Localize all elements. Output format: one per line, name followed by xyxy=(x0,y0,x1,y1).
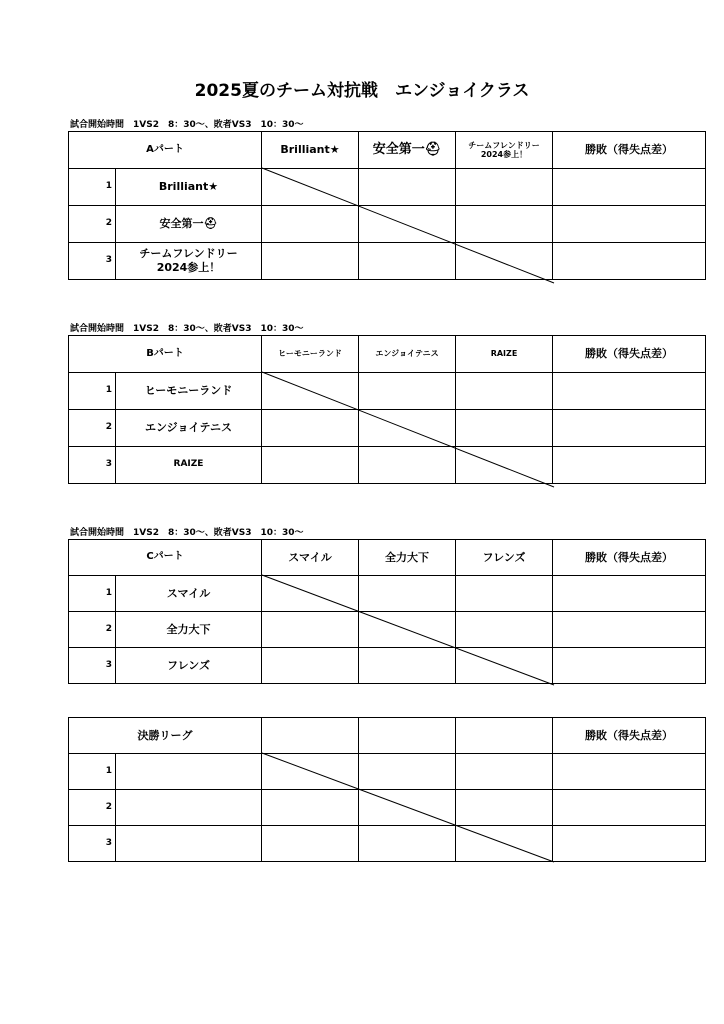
column-team-3: フレンズ xyxy=(456,540,553,576)
column-team-3: チームフレンドリー 2024参上！ xyxy=(456,132,553,169)
column-team-2: 安全第一⛑ xyxy=(359,132,456,169)
score-cell xyxy=(262,169,359,206)
result-cell xyxy=(553,373,706,410)
column-team-2 xyxy=(359,718,456,754)
score-cell xyxy=(262,648,359,684)
score-cell xyxy=(456,169,553,206)
score-cell xyxy=(359,648,456,684)
result-cell xyxy=(553,169,706,206)
score-cell xyxy=(359,373,456,410)
result-cell xyxy=(553,790,706,826)
result-header: 勝敗（得失点差） xyxy=(553,718,706,754)
score-cell xyxy=(456,447,553,484)
row-number: 1 xyxy=(69,169,116,206)
row-number: 2 xyxy=(69,206,116,243)
league-table-a xyxy=(68,131,706,280)
column-team-1: スマイル xyxy=(262,540,359,576)
score-cell xyxy=(456,243,553,280)
row-number: 2 xyxy=(69,790,116,826)
score-cell xyxy=(262,373,359,410)
column-team-1: Brilliant★ xyxy=(262,132,359,169)
result-cell xyxy=(553,576,706,612)
column-team-1: ヒーモニーランド xyxy=(262,336,359,373)
score-cell xyxy=(359,410,456,447)
result-cell xyxy=(553,826,706,862)
score-cell xyxy=(262,206,359,243)
row-team-name xyxy=(116,826,262,862)
score-cell xyxy=(359,243,456,280)
score-cell xyxy=(456,410,553,447)
row-team-name xyxy=(116,754,262,790)
result-cell xyxy=(553,410,706,447)
match-time-note-b: 試合開始時間 1VS2 8：30～、敗者VS3 10：30～ xyxy=(70,324,304,334)
score-cell xyxy=(456,754,553,790)
row-number: 3 xyxy=(69,243,116,280)
page-title: 2025夏のチーム対抗戦 エンジョイクラス xyxy=(194,81,530,101)
part-label: Aパート xyxy=(69,132,262,169)
row-number: 2 xyxy=(69,410,116,447)
score-cell xyxy=(359,206,456,243)
result-cell xyxy=(553,648,706,684)
score-cell xyxy=(262,410,359,447)
row-number: 2 xyxy=(69,612,116,648)
row-number: 3 xyxy=(69,648,116,684)
row-number: 3 xyxy=(69,826,116,862)
row-number: 1 xyxy=(69,373,116,410)
score-cell xyxy=(262,612,359,648)
score-cell xyxy=(359,826,456,862)
score-cell xyxy=(456,612,553,648)
column-team-3 xyxy=(456,718,553,754)
score-cell xyxy=(359,447,456,484)
part-label: Bパート xyxy=(69,336,262,373)
result-cell xyxy=(553,612,706,648)
score-cell xyxy=(262,754,359,790)
row-team-name: RAIZE xyxy=(116,447,262,484)
column-team-3: RAIZE xyxy=(456,336,553,373)
score-cell xyxy=(456,826,553,862)
result-header: 勝敗（得失点差） xyxy=(553,540,706,576)
result-header: 勝敗（得失点差） xyxy=(553,132,706,169)
row-number: 1 xyxy=(69,576,116,612)
score-cell xyxy=(456,576,553,612)
part-label: Cパート xyxy=(69,540,262,576)
score-cell xyxy=(359,790,456,826)
part-label: 決勝リーグ xyxy=(69,718,262,754)
row-team-name: 全力大下 xyxy=(116,612,262,648)
score-cell xyxy=(456,648,553,684)
score-cell xyxy=(262,790,359,826)
row-team-name: 安全第一⛑ xyxy=(116,206,262,243)
row-number: 1 xyxy=(69,754,116,790)
score-cell xyxy=(262,826,359,862)
score-cell xyxy=(262,576,359,612)
match-time-note-c: 試合開始時間 1VS2 8：30～、敗者VS3 10：30～ xyxy=(70,528,304,538)
league-table-final xyxy=(68,717,706,862)
score-cell xyxy=(456,206,553,243)
score-cell xyxy=(456,373,553,410)
result-cell xyxy=(553,206,706,243)
league-table-c xyxy=(68,539,706,684)
score-cell xyxy=(359,576,456,612)
row-team-name: スマイル xyxy=(116,576,262,612)
row-team-name xyxy=(116,790,262,826)
score-cell xyxy=(262,447,359,484)
result-header: 勝敗（得失点差） xyxy=(553,336,706,373)
row-team-name: ヒーモニーランド xyxy=(116,373,262,410)
result-cell xyxy=(553,447,706,484)
score-cell xyxy=(359,754,456,790)
column-team-2: 全力大下 xyxy=(359,540,456,576)
row-team-name: フレンズ xyxy=(116,648,262,684)
result-cell xyxy=(553,243,706,280)
score-cell xyxy=(456,790,553,826)
column-team-1 xyxy=(262,718,359,754)
result-cell xyxy=(553,754,706,790)
match-time-note-a: 試合開始時間 1VS2 8：30～、敗者VS3 10：30～ xyxy=(70,120,304,130)
row-team-name: エンジョイテニス xyxy=(116,410,262,447)
score-cell xyxy=(359,612,456,648)
column-team-2: エンジョイテニス xyxy=(359,336,456,373)
score-cell xyxy=(359,169,456,206)
score-cell xyxy=(262,243,359,280)
row-team-name: チームフレンドリー 2024参上！ xyxy=(116,243,262,280)
row-number: 3 xyxy=(69,447,116,484)
league-table-b xyxy=(68,335,706,484)
row-team-name: Brilliant★ xyxy=(116,169,262,206)
